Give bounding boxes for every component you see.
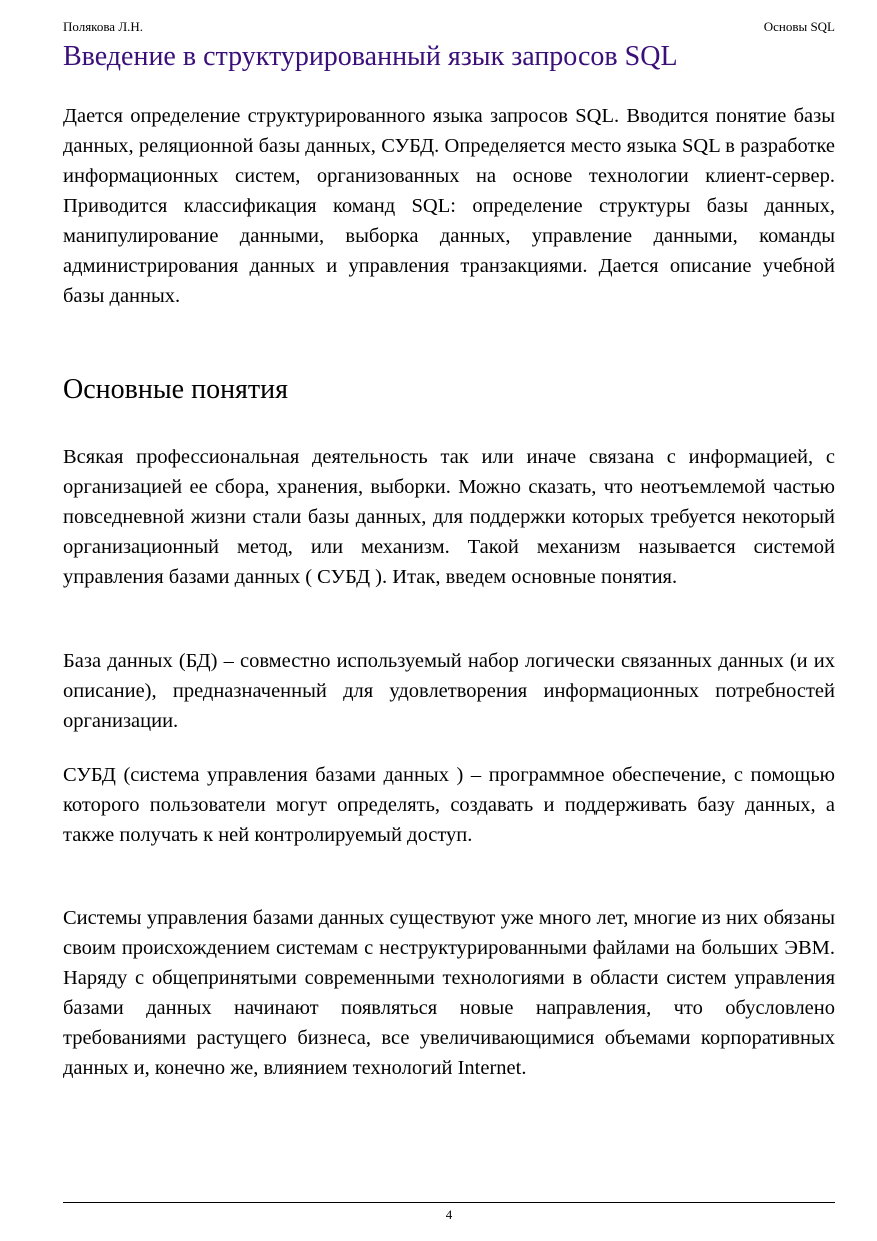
header-subject: Основы SQL	[763, 19, 835, 34]
paragraph-database-definition: База данных (БД) – совместно используемый набор логически связанных данных (и их описание), предназначенный для удовлетворения информационных потребностей организации.	[63, 650, 835, 732]
paragraph-dbms-history: Системы управления базами данных существуют уже много лет, многие из них обязаны своим происхождением системам с неструктурированными файлами на больших ЭВМ. Наряду с общепринятыми современными технологиями в области систем управления базами данных начинают появляться новые направления, что обусловлено требованиями растущего бизнеса, все увеличивающимися объемами корпоративных данных и, конечно же, влиянием технологий Internet.	[63, 907, 835, 1079]
document-title: Введение в структурированный язык запросов SQL	[63, 41, 678, 72]
footer-divider	[63, 1202, 835, 1203]
paragraph-dbms-definition: СУБД (система управления базами данных ) – программное обеспечение, с помощью которого пользователи могут определять, создавать и поддерживать базу данных, а также получать к ней контролируемый доступ.	[63, 764, 835, 846]
intro-paragraph: Дается определение структурированного языка запросов SQL. Вводится понятие базы данных, реляционной базы данных, СУБД. Определяется место языка SQL в разработке информационных систем, организованных на основе технологии клиент-сервер. Приводится классификация команд SQL: определение структуры базы данных, манипулирование данными, выборка данных, управление данными, команды администрирования данных и управления транзакциями. Дается описание учебной базы данных.	[63, 105, 835, 307]
running-header	[63, 18, 835, 36]
page-number: 4	[445, 1207, 453, 1222]
paragraph-activity: Всякая профессиональная деятельность так или иначе связана с информацией, с организацией ее сбора, хранения, выборки. Можно сказать, что неотъемлемой частью повседневной жизни стали базы данных, для поддержки которых требуется некоторый организационный метод, или механизм. Такой механизм называется системой управления базами данных ( СУБД ). Итак, введем основные понятия.	[63, 446, 835, 588]
header-author: Полякова Л.Н.	[63, 19, 144, 34]
document-page	[63, 0, 835, 1241]
section-heading: Основные понятия	[63, 374, 289, 405]
